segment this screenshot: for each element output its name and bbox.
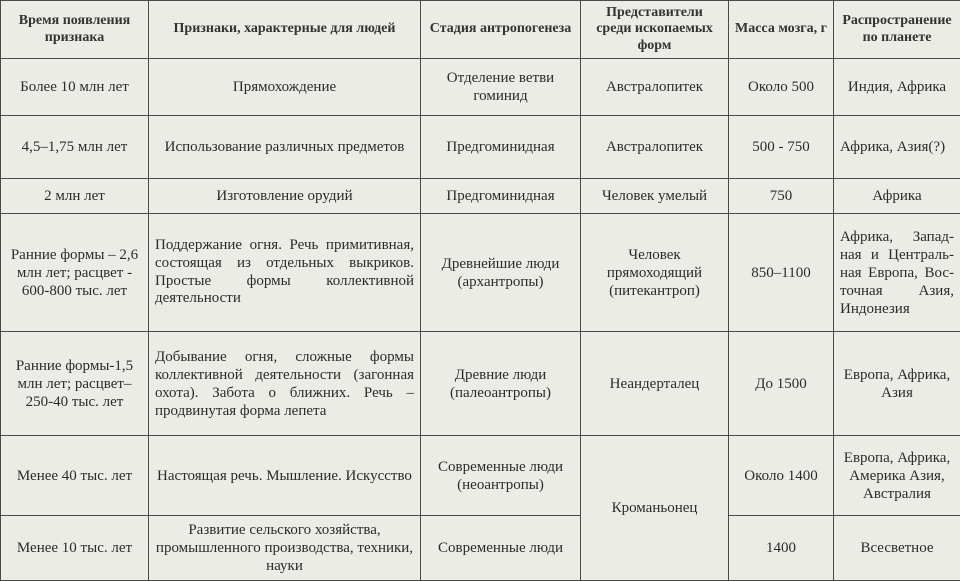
cell-stage: Современные люди [421, 516, 581, 581]
table-row [1, 116, 960, 179]
cell-brain: Около 500 [729, 59, 834, 116]
cell-time: 4,5–1,75 млн лет [1, 116, 149, 179]
cell-representatives: Человек прямоходящий (питекантроп) [581, 214, 729, 332]
cell-stage: Предгоминидная [421, 179, 581, 214]
cell-spread: Африка [834, 179, 960, 214]
cell-features: Прямохождение [149, 59, 421, 116]
cell-stage: Современные люди (неоантропы) [421, 436, 581, 516]
header-representatives: Представители среди ископаемых форм [581, 1, 729, 59]
cell-brain: Около 1400 [729, 436, 834, 516]
cell-stage: Древние люди (палеоантропы) [421, 332, 581, 436]
cell-representatives: Неандерталец [581, 332, 729, 436]
cell-features: Изготовление орудий [149, 179, 421, 214]
cell-brain: 500 - 750 [729, 116, 834, 179]
header-brain: Масса мозга, г [729, 1, 834, 59]
cell-time: Более 10 млн лет [1, 59, 149, 116]
cell-spread: Европа, Африка, Америка Азия, Австралия [834, 436, 960, 516]
cell-time: Менее 40 тыс. лет [1, 436, 149, 516]
cell-features: Использование различных предметов [149, 116, 421, 179]
header-row [1, 1, 960, 59]
cell-features: Настоящая речь. Мышление. Искусство [149, 436, 421, 516]
cell-brain: До 1500 [729, 332, 834, 436]
cell-brain: 750 [729, 179, 834, 214]
cell-features: Поддержание огня. Речь примитивная, состоящая из отдельных выкриков. Простые формы коллективной деятельности [149, 214, 421, 332]
cell-spread: Африка, Запад-ная и Централь-ная Европа, Вос-точная Азия, Индонезия [834, 214, 960, 332]
cell-time: Менее 10 тыс. лет [1, 516, 149, 581]
cell-stage: Отделение ветви гоминид [421, 59, 581, 116]
cell-stage: Предгоминидная [421, 116, 581, 179]
table-row [1, 332, 960, 436]
cell-time: Ранние формы – 2,6 млн лет; расцвет - 600-800 тыс. лет [1, 214, 149, 332]
table-row [1, 179, 960, 214]
cell-features: Развитие сельского хозяйства, промышленного производства, техники, науки [149, 516, 421, 581]
cell-representatives: Австралопитек [581, 116, 729, 179]
table-row [1, 436, 960, 516]
cell-spread: Индия, Африка [834, 59, 960, 116]
cell-spread: Всесветное [834, 516, 960, 581]
cell-representatives: Австралопитек [581, 59, 729, 116]
header-time: Время появления признака [1, 1, 149, 59]
cell-time: Ранние формы-1,5 млн лет; расцвет–250-40 тыс. лет [1, 332, 149, 436]
cell-brain: 850–1100 [729, 214, 834, 332]
cell-time: 2 млн лет [1, 179, 149, 214]
table-row [1, 516, 960, 581]
header-spread: Распространение по планете [834, 1, 960, 59]
cell-brain: 1400 [729, 516, 834, 581]
cell-stage: Древнейшие люди (архантропы) [421, 214, 581, 332]
table-row [1, 59, 960, 116]
cell-spread: Европа, Африка, Азия [834, 332, 960, 436]
cell-representatives: Кроманьонец [581, 436, 729, 581]
header-stage: Стадия антропогенеза [421, 1, 581, 59]
cell-spread: Африка, Азия(?) [834, 116, 960, 179]
header-features: Признаки, характерные для людей [149, 1, 421, 59]
cell-representatives: Человек умелый [581, 179, 729, 214]
table-row [1, 214, 960, 332]
cell-features: Добывание огня, сложные формы коллективной деятельности (загонная охота). Забота о ближних. Речь – продвинутая форма лепета [149, 332, 421, 436]
